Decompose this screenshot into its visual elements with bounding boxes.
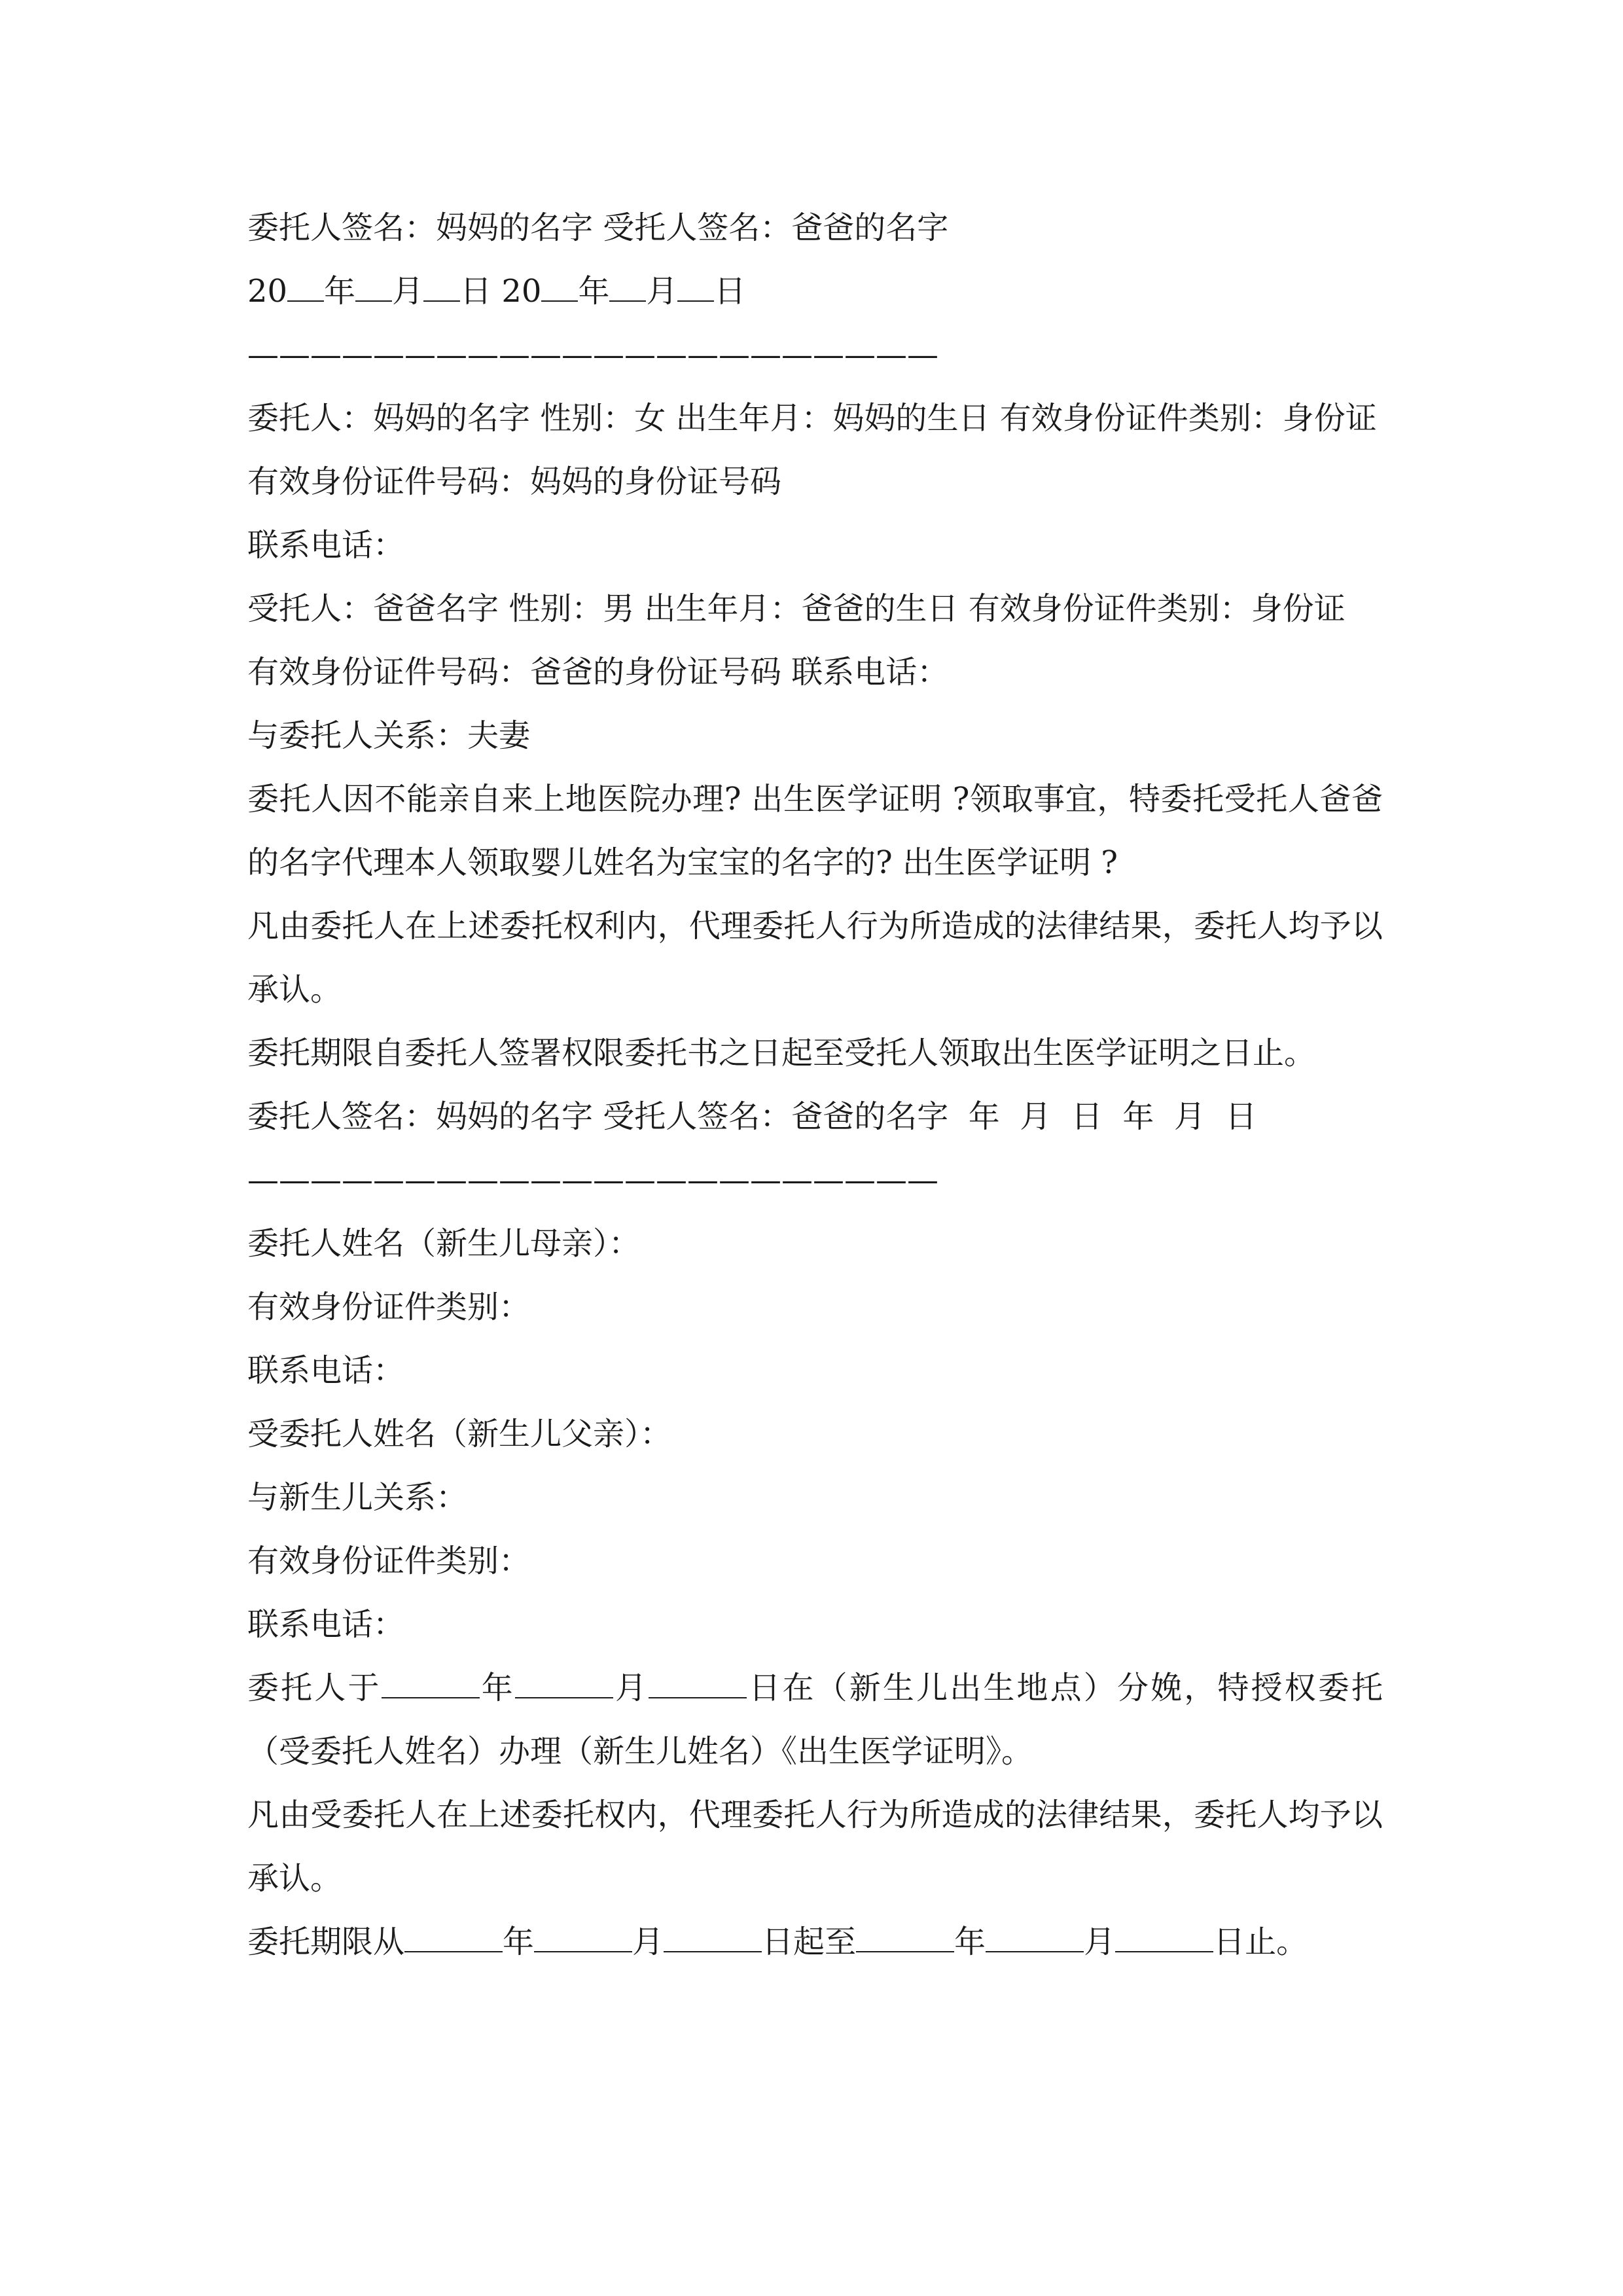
- relation-line: 与委托人关系：夫妻: [247, 717, 531, 754]
- blank-underline: [382, 1671, 480, 1698]
- field-principal-phone: 联系电话：: [247, 1352, 405, 1389]
- blank-underline: [856, 1925, 954, 1952]
- period-line-2: [247, 1910, 1383, 1974]
- principal-phone: 联系电话：: [247, 527, 405, 564]
- signature-line-2: 委托人签名：妈妈的名字 受托人签名：爸爸的名字 年 月 日 年 月 日: [247, 1098, 1257, 1135]
- date-text: 月: [646, 273, 678, 310]
- date-text: 日: [714, 273, 746, 310]
- field-principal-name: 委托人姓名（新生儿母亲）：: [247, 1225, 641, 1262]
- principal-info: 委托人：妈妈的名字 性别：女 出生年月：妈妈的生日 有效身份证件类别：身份证: [247, 400, 1377, 437]
- birth-paragraph: [247, 1657, 1383, 1784]
- period-text: 日起至: [762, 1924, 857, 1960]
- signature-line-1: 委托人签名：妈妈的名字 受托人签名：爸爸的名字: [247, 209, 949, 246]
- blank-underline: [1115, 1925, 1213, 1952]
- period-text: 月: [632, 1924, 664, 1960]
- field-principal-id-type: 有效身份证件类别：: [247, 1289, 531, 1325]
- blank-underline: [541, 274, 578, 302]
- section-divider-2: ——————————————————————: [247, 1162, 938, 1198]
- field-relation: 与新生儿关系：: [247, 1479, 468, 1516]
- birth-text: 年: [479, 1670, 515, 1706]
- blank-underline: [649, 1671, 747, 1698]
- blank-underline: [534, 1925, 632, 1952]
- date-text: 年: [578, 273, 610, 310]
- date-text: 20: [247, 273, 288, 310]
- period-text: 委托期限从: [247, 1924, 405, 1960]
- birth-text: 月: [613, 1670, 649, 1706]
- date-text: 日 20: [460, 273, 542, 310]
- blank-underline: [423, 274, 460, 302]
- agent-id-number: 有效身份证件号码：爸爸的身份证号码 联系电话：: [247, 654, 949, 691]
- document-body: [247, 196, 1383, 1974]
- blank-underline: [664, 1925, 762, 1952]
- blank-underline: [986, 1925, 1084, 1952]
- period-text: 日止。: [1213, 1924, 1308, 1960]
- blank-underline: [287, 274, 324, 302]
- period-text: 年: [503, 1924, 535, 1960]
- date-line-1: [247, 260, 1383, 323]
- principal-id-number: 有效身份证件号码：妈妈的身份证号码: [247, 463, 782, 500]
- field-agent-phone: 联系电话：: [247, 1606, 405, 1643]
- consequence-paragraph-2: 凡由受委托人在上述委托权内，代理委托人行为所造成的法律结果，委托人均予以承认。: [247, 1797, 1383, 1897]
- date-text: 年: [324, 273, 356, 310]
- period-text: 月: [1084, 1924, 1116, 1960]
- field-agent-name: 受委托人姓名（新生儿父亲）：: [247, 1416, 672, 1452]
- reason-paragraph: 委托人因不能亲自来上地医院办理? 出生医学证明 ?领取事宜，特委托受托人爸爸的名字代理本人领取婴儿姓名为宝宝的名字的? 出生医学证明 ?: [247, 781, 1383, 881]
- section-divider-1: ——————————————————————: [247, 336, 938, 373]
- agent-info: 受托人：爸爸名字 性别：男 出生年月：爸爸的生日 有效身份证件类别：身份证: [247, 590, 1346, 627]
- blank-underline: [404, 1925, 503, 1952]
- blank-underline: [355, 274, 392, 302]
- blank-underline: [515, 1671, 613, 1698]
- consequence-paragraph: 凡由委托人在上述委托权利内，代理委托人行为所造成的法律结果，委托人均予以承认。: [247, 908, 1383, 1008]
- date-text: 月: [392, 273, 424, 310]
- field-agent-id-type: 有效身份证件类别：: [247, 1543, 531, 1579]
- birth-text: 委托人于: [247, 1670, 382, 1706]
- birth-text: 日在（新生儿出生地点）分娩，特授权委托（受委托人姓名）办理（新生儿姓名）《出生医学证明》。: [247, 1670, 1383, 1770]
- blank-underline: [677, 274, 714, 302]
- blank-underline: [609, 274, 646, 302]
- period-text: 年: [954, 1924, 986, 1960]
- period-paragraph: 委托期限自委托人签署权限委托书之日起至受托人领取出生医学证明之日止。: [247, 1035, 1316, 1071]
